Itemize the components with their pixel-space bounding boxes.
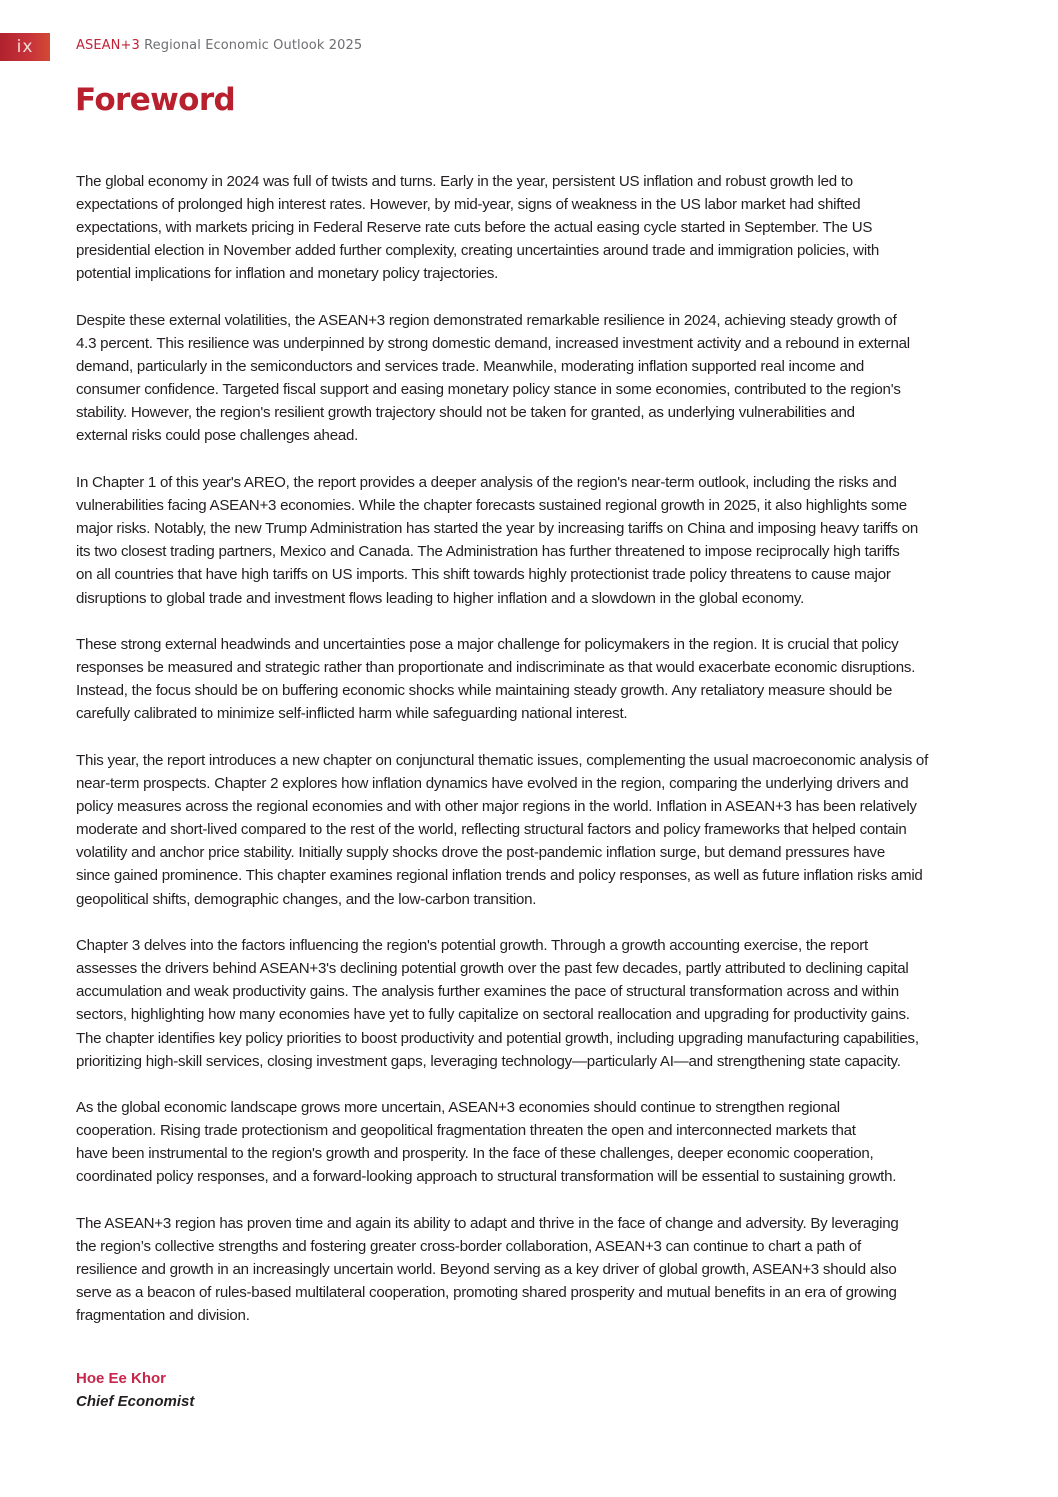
page-title: Foreword (75, 82, 236, 118)
body-paragraph (76, 309, 986, 448)
paragraph-line: serve as a beacon of rules-based multilateral cooperation, promoting shared prosperity and mutual benefits in an era of growing (76, 1284, 897, 1302)
paragraph-line: external risks could pose challenges ahead. (76, 427, 359, 445)
body-paragraph (76, 633, 986, 725)
signature-block (76, 1367, 194, 1413)
paragraph-line: Chapter 3 delves into the factors influencing the region's potential growth. Through a growth accounting exercise, the report (76, 937, 868, 955)
paragraph-line: policy measures across the regional economies and with other major regions in the world. Inflation in ASEAN+3 has been relatively (76, 798, 917, 816)
paragraph-line: consumer confidence. Targeted fiscal support and easing monetary policy stance in some economies, contributed to the region's (76, 381, 901, 399)
paragraph-line: have been instrumental to the region's growth and prosperity. In the face of these challenges, deeper economic cooperation, (76, 1145, 874, 1163)
paragraph-line: These strong external headwinds and uncertainties pose a major challenge for policymakers in the region. It is crucial that policy (76, 636, 899, 654)
paragraph-line: This year, the report introduces a new chapter on conjunctural thematic issues, complementing the usual macroeconomic analysis of (76, 751, 929, 769)
paragraph-line: 4.3 percent. This resilience was underpinned by strong domestic demand, increased investment activity and a rebound in external (76, 335, 910, 353)
body-paragraph (76, 1096, 986, 1188)
running-header (76, 38, 362, 53)
paragraph-line: potential implications for inflation and monetary policy trajectories. (76, 265, 499, 283)
paragraph-line: on all countries that have high tariffs on US imports. This shift towards highly protectionist trade policy threatens to cause major (76, 566, 891, 584)
paragraph-line: cooperation. Rising trade protectionism and geopolitical fragmentation threaten the open and interconnected markets that (76, 1122, 856, 1140)
paragraph-line: stability. However, the region's resilient growth trajectory should not be taken for granted, as underlying vulnerabilities and (76, 404, 855, 422)
paragraph-line: geopolitical shifts, demographic changes, and the low-carbon transition. (76, 890, 537, 908)
paragraph-line: coordinated policy responses, and a forward-looking approach to structural transformation will be essential to sustaining growth. (76, 1168, 897, 1186)
body-paragraph (76, 170, 986, 285)
body-paragraph (76, 749, 986, 911)
paragraph-line: accumulation and weak productivity gains. The analysis further examines the pace of structural transformation across and within (76, 983, 899, 1001)
paragraph-line: carefully calibrated to minimize self-inflicted harm while safeguarding national interest. (76, 705, 628, 723)
paragraph-line: prioritizing high-skill services, closing investment gaps, leveraging technology—particularly AI—and strengthening state capacity. (76, 1052, 901, 1070)
paragraph-line: its two closest trading partners, Mexico and Canada. The Administration has further threatened to impose reciprocally high tariffs (76, 543, 900, 561)
paragraph-line: The global economy in 2024 was full of twists and turns. Early in the year, persistent US inflation and robust growth led to (76, 173, 853, 190)
paragraph-line: Despite these external volatilities, the ASEAN+3 region demonstrated remarkable resilience in 2024, achieving steady growth of (76, 311, 897, 329)
paragraph-line: sectors, highlighting how many economies have yet to fully capitalize on sectoral reallocation and upgrading for productivity gains. (76, 1006, 910, 1024)
paragraph-line: moderate and short-lived compared to the rest of the world, reflecting structural factors and policy frameworks that helped contain (76, 821, 907, 839)
paragraph-line: the region’s collective strengths and fostering greater cross-border collaboration, ASEAN+3 can continue to chart a path of (76, 1238, 861, 1256)
paragraph-line: resilience and growth in an increasingly uncertain world. Beyond serving as a key driver of global growth, ASEAN+3 should also (76, 1261, 897, 1279)
paragraph-line: As the global economic landscape grows more uncertain, ASEAN+3 economies should continue to strengthen regional (76, 1099, 840, 1117)
body-paragraph (76, 934, 986, 1073)
paragraph-line: volatility and anchor price stability. Initially supply shocks drove the post-pandemic inflation surge, but demand pressures have (76, 844, 885, 862)
paragraph-line: major risks. Notably, the new Trump Administration has started the year by increasing tariffs on China and imposing heavy tariffs on (76, 520, 919, 538)
paragraph-line: near-term prospects. Chapter 2 explores how inflation dynamics have evolved in the region, comparing the underlying drivers and (76, 775, 909, 793)
paragraph-line: The chapter identifies key policy priorities to boost productivity and potential growth, including upgrading manufacturing capabilities, (76, 1029, 919, 1047)
page-number-badge (0, 33, 50, 61)
page-number: ix (16, 37, 34, 57)
paragraph-line: presidential election in November added further complexity, creating uncertainties around trade and immigration policies, with (76, 242, 880, 260)
signatory-role: Chief Economist (76, 1393, 195, 1410)
foreword-body (76, 170, 986, 1351)
paragraph-line: In Chapter 1 of this year's AREO, the report provides a deeper analysis of the region's near-term outlook, including the risks and (76, 474, 897, 492)
running-header-brand: ASEAN+3 (76, 38, 140, 53)
running-header-publication: Regional Economic Outlook 2025 (139, 38, 363, 53)
signatory-name: Hoe Ee Khor (76, 1370, 167, 1387)
paragraph-line: since gained prominence. This chapter examines regional inflation trends and policy responses, as well as future inflation risks amid (76, 867, 923, 885)
body-paragraph (76, 471, 986, 610)
paragraph-line: assesses the drivers behind ASEAN+3's declining potential growth over the past few decades, partly attributed to declining capital (76, 960, 909, 978)
paragraph-line: responses be measured and strategic rather than proportionate and indiscriminate as that would exacerbate economic disruptions. (76, 659, 916, 677)
paragraph-line: disruptions to global trade and investment flows leading to higher inflation and a slowdown in the global economy. (76, 589, 805, 607)
paragraph-line: expectations, with markets pricing in Federal Reserve rate cuts before the actual easing cycle started in September. The US (76, 219, 873, 237)
paragraph-line: fragmentation and division. (76, 1307, 250, 1325)
paragraph-line: Instead, the focus should be on buffering economic shocks while maintaining steady growth. Any retaliatory measure should be (76, 682, 893, 700)
paragraph-line: expectations of prolonged high interest rates. However, by mid-year, signs of weakness in the US labor market had shifted (76, 196, 861, 214)
paragraph-line: The ASEAN+3 region has proven time and again its ability to adapt and thrive in the face of change and adversity. By leveraging (76, 1215, 899, 1233)
paragraph-line: demand, particularly in the semiconductors and services trade. Meanwhile, moderating inflation supported real income and (76, 358, 865, 376)
paragraph-line: vulnerabilities facing ASEAN+3 economies. While the chapter forecasts sustained regional growth in 2025, it also highlights some (76, 497, 907, 515)
body-paragraph (76, 1212, 986, 1327)
